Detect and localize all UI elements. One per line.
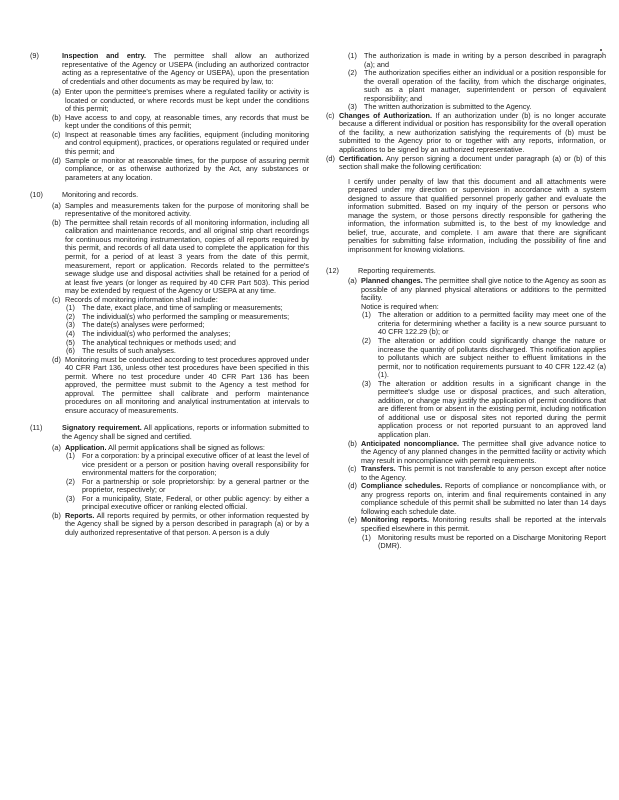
section-9	[30, 52, 309, 86]
section-text: The permittee shall allow an authorized representative of the Agency or USEPA (including an authorized contractor acting as a representative of the Agency or USEPA), upon the presentation of credentials and other documents as may be required by law, to:	[62, 51, 309, 86]
section-text: All applications, reports or information submitted to the Agency shall be signed and certified.	[62, 423, 309, 441]
list-subitem: (6) The results of such analyses.	[66, 346, 176, 356]
list-item: (c) Inspect at reasonable times any facilities, equipment (including monitoring and control equipment), practices, or operations regulated or required under this permit; and	[52, 129, 309, 157]
list-item: (a) Samples and measurements taken for the purpose of monitoring shall be representative of the monitored activity.	[52, 200, 309, 219]
list-subitem: (3) The date(s) analyses were performed;	[66, 320, 205, 330]
list-item: (b) Have access to and copy, at reasonable times, any records that must be kept under the conditions of this permit;	[52, 112, 309, 131]
list-item: (a) Planned changes. The permittee shall give notice to the Agency as soon as possible of any planned physical alterations or additions to the permitted facility. Notice is required when:	[348, 276, 606, 311]
list-item: (b) Reports. All reports required by permits, or other information requested by the Agency shall be signed by a person described in paragraph (a) or by a duly authorized representative of that person. A person is a duly	[52, 510, 310, 537]
list-subitem: (2) The alteration or addition could significantly change the nature or increase the quantity of pollutants discharged. This notification applies to pollutants which are subject neither to effluent limitations in the permit, nor to notification requirements pursuant to 40 CFR 122.42 (a)(1).	[362, 335, 606, 380]
section-title: Inspection and entry.	[62, 51, 147, 60]
list-item: (d) Monitoring must be conducted according to test procedures approved under 40 CFR Part 136, unless other test procedures have been specified in this permit. Where no test procedure under 40 CFR Part 136 has been approved, the permittee must submit to the Agency a test method for approval. The permittee shall calibrate and perform maintenance procedures on all monitoring and analytical instrumentation at intervals to ensure accuracy of measurements.	[52, 354, 309, 415]
section-title: Signatory requirement.	[62, 423, 142, 433]
list-subitem: (1) Monitoring results must be reported on a Discharge Monitoring Report (DMR).	[362, 532, 606, 551]
list-item: (b) Anticipated noncompliance. The permittee shall give advance notice to the Agency of any planned changes in the permitted facility or activity which may result in noncompliance with permit requirements.	[348, 438, 606, 465]
list-subitem: (3) The alteration or addition results in a significant change in the permittee's sludge use or disposal practices, and such alteration, addition, or change may justify the application of permit conditions that are different from or absent in the existing permit, including notification of additional use or disposal sites not reported during the permit application process or not reported pursuant to an approved land application plan.	[362, 378, 606, 439]
list-subitem: (1) For a corporation: by a principal executive officer of at least the level of vice president or a person or position having overall responsibility for environmental matters for the corporation;	[66, 451, 309, 478]
list-item: (e) Monitoring reports. Monitoring results shall be reported at the intervals specified elsewhere in this permit.	[348, 515, 607, 533]
list-item: (b) The permittee shall retain records of all monitoring information, including all calibration and maintenance records, and all original strip chart recordings for continuous monitoring instrumentation, copies of all reports required by this permit, and records of all data used to complete the application for this permit, for a period of at least 3 years from the date of this permit, measurement, report or application. Records related to the permittee's sewage sludge use and disposal activities shall be retained for a period of at least five years (or longer as required by 40 CFR Part 503). This period may be extended by request of the Agency or USEPA at any time.	[52, 217, 309, 296]
section-number: (11)	[30, 423, 43, 433]
list-item: (a) Enter upon the permittee's premises where a regulated facility or activity is located or conducted, or where records must be kept under the conditions of this permit;	[52, 87, 309, 114]
list-subitem: (3) For a municipality, State, Federal, or other public agency: by either a principal executive officer or ranking elected official.	[66, 493, 309, 512]
list-item: (d) Certification. Any person signing a document under paragraph (a) or (b) of this section shall make the following certification:	[326, 153, 606, 172]
section-number: (9)	[30, 51, 39, 60]
list-item: (c) Transfers. This permit is not transferable to any person except after notice to the Agency.	[348, 464, 606, 482]
list-subitem: (2) The authorization specifies either an individual or a position responsible for the overall operation of the facility, from which the discharge originates, such as a plant manager, superintendent or person of equivalent responsibility; and	[348, 68, 606, 103]
certification-statement: I certify under penalty of law that this document and all attachments were prepared under my direction or supervision in accordance with a system designed to assure that qualified personnel properly gather and evaluate the information submitted. Based on my inquiry of the person or persons who manage the system, or those persons directly responsible for gathering the information, the information submitted is, to the best of my knowledge and belief, true, accurate, and complete. I am aware that there are significant penalties for submitting false information, including the possibility of fine and imprisonment for knowing violations.	[348, 176, 606, 255]
list-item: (c) Changes of Authorization. If an authorization under (b) is no longer accurate because a different individual or position has responsibility for the overall operation of the facility, a new authorization satisfying the requirements of (b) must be submitted to the Agency prior to or together with any reports, information, or applications to be signed by an authorized representative.	[326, 110, 607, 155]
section-number: (10)	[30, 190, 43, 200]
section-10	[30, 191, 309, 200]
list-item: (c) Records of monitoring information shall include:	[52, 294, 218, 304]
list-subitem: (2) For a partnership or sole proprietorship: by a general partner or the proprietor, respectively; or	[66, 476, 309, 495]
list-item: (a) Application. All permit applications shall be signed as follows:	[52, 442, 265, 452]
list-subitem: (1) The authorization is made in writing by a person described in paragraph (a); and	[348, 51, 606, 69]
list-subitem: (4) The individual(s) who performed the analyses;	[66, 328, 231, 338]
list-item: (d) Compliance schedules. Reports of compliance or noncompliance with, or any progress reports on, interim and final requirements contained in any compliance schedule of this permit shall be submitted no later than 14 days following each schedule date.	[348, 481, 606, 516]
left-column	[30, 52, 309, 538]
list-subitem: (1) The alteration or addition to a permitted facility may meet one of the criteria for determining whether a facility is a new source pursuant to 40 CFR 122.29 (b); or	[362, 310, 606, 337]
right-column	[326, 52, 606, 551]
section-title: Reporting requirements.	[358, 265, 436, 275]
section-title: Monitoring and records.	[62, 190, 139, 200]
section-11	[30, 424, 309, 441]
list-subitem: (2) The individual(s) who performed the sampling or measurements;	[66, 311, 290, 321]
list-subitem: (5) The analytical techniques or methods used; and	[66, 337, 236, 347]
section-12	[326, 267, 606, 276]
list-item: (d) Sample or monitor at reasonable times, for the purpose of assuring permit compliance, or as otherwise authorized by the Act, any substances or parameters at any location.	[52, 155, 309, 182]
list-subitem: (3) The written authorization is submitted to the Agency.	[348, 102, 532, 112]
section-number: (12)	[326, 265, 339, 275]
list-subitem: (1) The date, exact place, and time of sampling or measurements;	[66, 303, 283, 313]
